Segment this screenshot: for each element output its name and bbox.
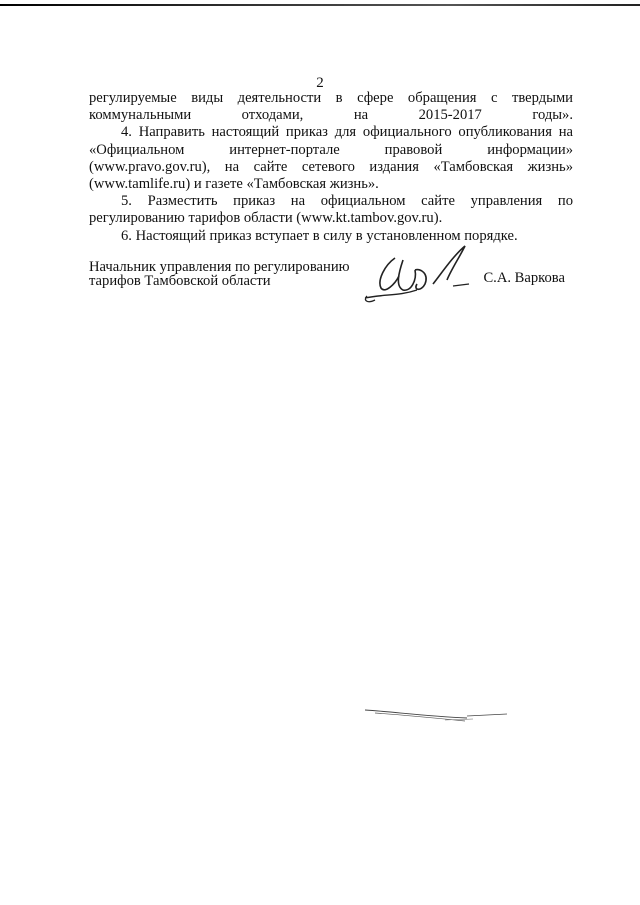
scan-top-edge [0,4,640,6]
handwritten-signature [355,240,485,310]
item-5-paragraph: 5. Разместить приказ на официальном сайте управления по регулированию тарифов области (www.kt.tambov.gov.ru). [89,193,573,227]
item-4-paragraph: 4. Направить настоящий приказ для официального опубликования на «Официальном интернет-портале правовой информации» (www.pravo.gov.ru), на сайте сетевого издания «Тамбовская жизнь» (www.tamlife.ru) и газете «Тамбовская жизнь». [89,124,573,193]
signatory-title-line-2: тарифов Тамбовской области [89,273,271,289]
signatory-title-line-1: Начальник управления по регулированию [89,259,350,275]
document-body [89,90,573,245]
continuation-paragraph: регулируемые виды деятельности в сфере обращения с твердыми коммунальными отходами, на 2015-2017 годы». [89,90,573,124]
signatory-title [89,260,359,288]
signatory-name: С.А. Варкова [483,270,565,286]
item-6-paragraph: 6. Настоящий приказ вступает в силу в установленном порядке. [121,227,518,244]
stray-pen-marks [355,700,515,730]
page-number: 2 [316,75,324,91]
signature-block [89,260,573,310]
